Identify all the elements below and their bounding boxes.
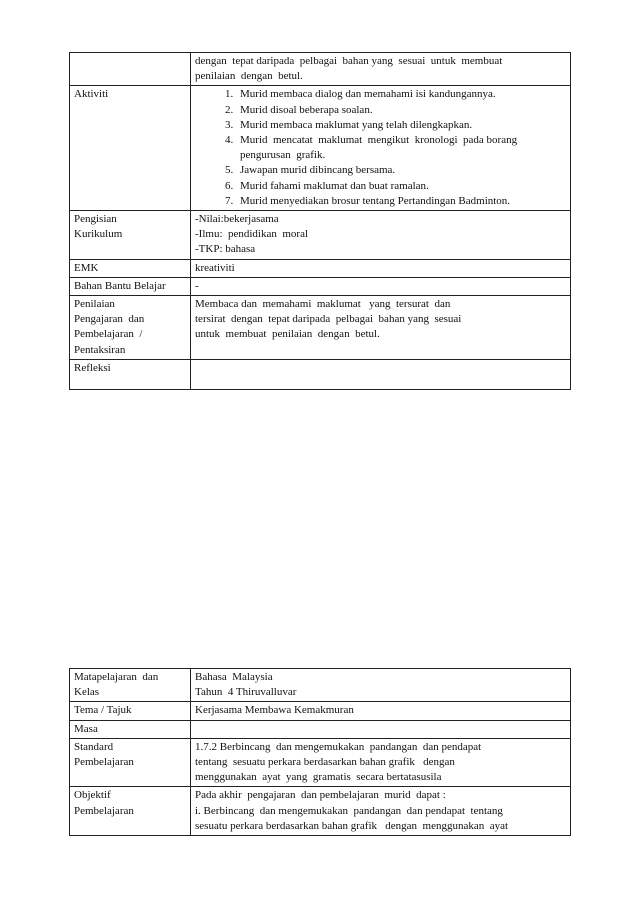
table-row-penilaian (70, 296, 571, 360)
table-row-objektif (70, 787, 571, 836)
bbb-label: Bahan Bantu Belajar (70, 277, 191, 295)
list-item: 7. Murid menyediakan brosur tentang Pertandingan Badminton. (236, 194, 566, 209)
table-row-bbb (70, 277, 571, 295)
table-row-standard (70, 738, 571, 787)
penilaian-value: Membaca dan memahami maklumat yang tersurat dan tersirat dengan tepat daripada pelbagai bahan yang sesuai untuk membuat penilaian dengan betul. (191, 296, 571, 360)
objektif-label: Objektif Pembelajaran (70, 787, 191, 836)
table-row-aktiviti (70, 86, 571, 211)
table-row-tema (70, 702, 571, 720)
pengisian-label: Pengisian Kurikulum (70, 211, 191, 260)
list-item: 6. Murid fahami maklumat dan buat ramalan. (236, 179, 566, 194)
continuation-cell (191, 53, 571, 86)
list-item: 5. Jawapan murid dibincang bersama. (236, 163, 566, 178)
aktiviti-cell (191, 86, 571, 211)
list-item: 1. Murid membaca dialog dan memahami isi kandungannya. (236, 87, 566, 102)
list-item: 3. Murid membaca maklumat yang telah dilengkapkan. (236, 118, 566, 133)
table-row-pengisian (70, 211, 571, 260)
table-row-emk (70, 259, 571, 277)
lesson-plan-table-header (69, 668, 571, 836)
empty-label-cell (70, 53, 191, 86)
table-row-matapelajaran (70, 669, 571, 702)
lesson-plan-table-continued (69, 52, 571, 390)
table-row-masa (70, 720, 571, 738)
tema-value: Kerjasama Membawa Kemakmuran (191, 702, 571, 720)
list-item: 2. Murid disoal beberapa soalan. (236, 103, 566, 118)
aktiviti-label: Aktiviti (70, 86, 191, 211)
list-item: 4. Murid mencatat maklumat mengikut kronologi pada borang pengurusan grafik. (236, 133, 566, 163)
tema-label: Tema / Tajuk (70, 702, 191, 720)
table-row-continuation (70, 53, 571, 86)
refleksi-value (191, 359, 571, 389)
bbb-value: - (191, 277, 571, 295)
refleksi-label: Refleksi (70, 359, 191, 389)
activity-list (195, 87, 566, 209)
emk-value: kreativiti (191, 259, 571, 277)
pengisian-value: -Nilai:bekerjasama -Ilmu: pendidikan moral -TKP: bahasa (191, 211, 571, 260)
masa-value (191, 720, 571, 738)
objektif-value: Pada akhir pengajaran dan pembelajaran murid dapat : i. Berbincang dan mengemukakan pandangan dan pendapat tentang sesuatu perkara berdasarkan bahan grafik dengan menggunakan ayat (191, 787, 571, 836)
standard-label: Standard Pembelajaran (70, 738, 191, 787)
penilaian-label: Penilaian Pengajaran dan Pembelajaran / Pentaksiran (70, 296, 191, 360)
list-item-continuation: pengurusan grafik. (240, 149, 326, 162)
standard-value: 1.7.2 Berbincang dan mengemukakan pandangan dan pendapat tentang sesuatu perkara berdasarkan bahan grafik dengan menggunakan ayat yang gramatis secara bertatasusila (191, 738, 571, 787)
emk-label: EMK (70, 259, 191, 277)
matapelajaran-value: Bahasa Malaysia Tahun 4 Thiruvalluvar (191, 669, 571, 702)
text-line: penilaian dengan betul. (195, 70, 303, 83)
masa-label: Masa (70, 720, 191, 738)
table-row-refleksi (70, 359, 571, 389)
matapelajaran-label: Matapelajaran dan Kelas (70, 669, 191, 702)
text-line: dengan tepat daripada pelbagai bahan yang sesuai untuk membuat (195, 55, 503, 67)
